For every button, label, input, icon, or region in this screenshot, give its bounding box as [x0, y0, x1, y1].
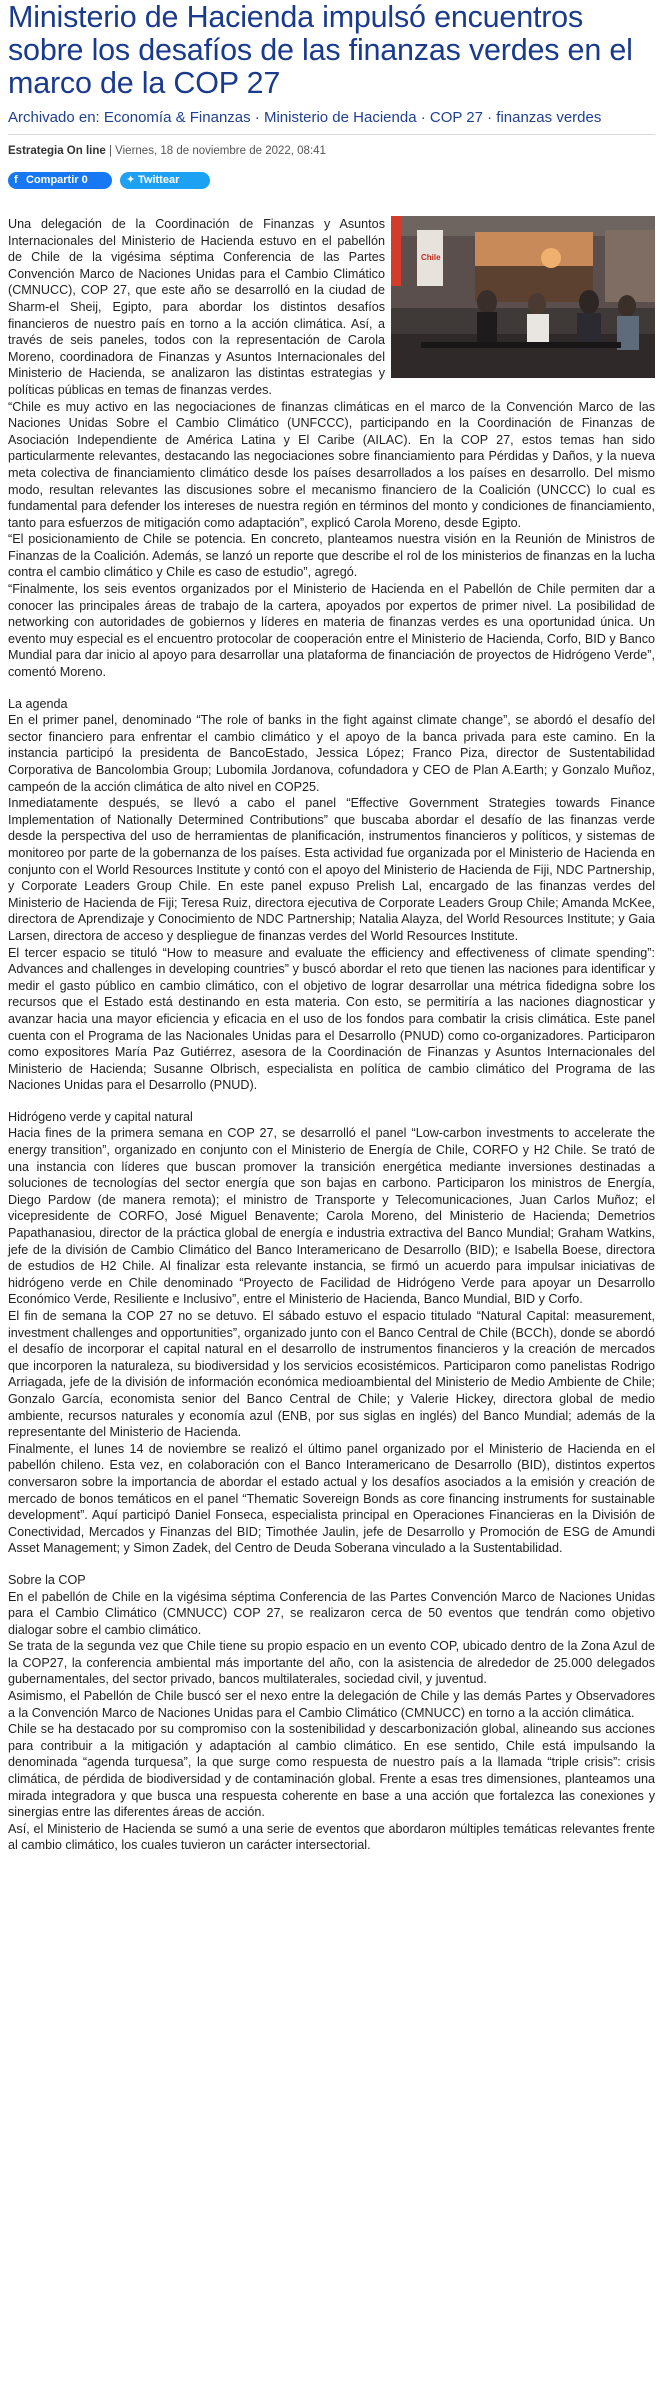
twitter-share-label: Twittear — [138, 174, 180, 186]
archive-line[interactable]: Archivado en: Economía & Finanzas · Ministerio de Hacienda · COP 27 · finanzas verdes — [8, 109, 602, 126]
article-body — [8, 216, 655, 1854]
section-title-agenda: La agenda — [8, 696, 68, 711]
spacer — [8, 1094, 655, 1109]
twitter-share-button[interactable] — [120, 172, 210, 189]
paragraph: Hacia fines de la primera semana en COP 27, se desarrolló el panel “Low-carbon investments to accelerate the energy transition”, organizado en conjunto con el Ministerio de Energía de Chile, CORFO y H2 Chile. Se trató de una instancia con líderes que buscan promover la transición energética mediante inversiones destinadas a soluciones de tecnologías del sector energía que son bajas en carbono. Participaron los ministros de Energía, Diego Pardow (de manera remota); el ministro de Transporte y Telecomunicaciones, Juan Carlos Muñoz; el vicepresidente de CORFO, José Miguel Benavente; Carola Moreno, del Ministerio de Hacienda; Demetrios Papathanasiou, director de la práctica global de energía e industria extractiva del Banco Mundial; Graham Watkins, jefe de la división de Cambio Climático del Banco Interamericano de Desarrollo (BID); e Isabella Boese, directora de estudios de H2 Chile. Al finalizar esta relevante instancia, se firmó un acuerdo para impulsar iniciativas de hidrógeno verde en Chile denominado “Proyecto de Facilidad de Hidrógeno Verde para apoyar un Desarrollo Económico Verde, Resiliente e Inclusivo”, entre el Ministerio de Hacienda, Banco Mundial, BID y Corfo. — [8, 1126, 655, 1307]
paragraph: En el primer panel, denominado “The role of banks in the fight against climate change”, se abordó el desafío del sector financiero para enfrentar el cambio climático y el apoyo de la banca privada para este camino. En la instancia participó la presidenta de BancoEstado, Jessica López; Franco Piza, director de Sustentabilidad Corporativa de Bancolombia Group; Lubomila Jordanova, cofundadora y CEO de Plan A.Earth; y Gonzalo Muñoz, campeón de la acción climática de alto nivel en COP25. — [8, 713, 655, 794]
paragraph: En el pabellón de Chile en la vigésima séptima Conferencia de las Partes Convención Marco de Naciones Unidas para el Cambio Climático (CMNUCC) COP 27, se realizaron cerca de 50 eventos que tendrán como objetivo dialogar sobre el cambio climático. — [8, 1589, 655, 1637]
facebook-share-label: Compartir 0 — [26, 174, 88, 186]
paragraph: “Finalmente, los seis eventos organizados por el Ministerio de Hacienda en el Pabellón de Chile permiten dar a conocer las principales áreas de trabajo de la cartera, apoyados por expertos de primer nivel. La posibilidad de networking con autoridades de gobiernos y líderes en materia de finanzas verdes es una oportunidad única. Un evento muy especial es el encuentro protocolar de cooperación entre el Ministerio de Hacienda, Corfo, BID y Banco Mundial para dar inicio al apoyo para desarrollar una plataforma de financiación de proyectos de Hidrógeno Verde”, comentó Moreno. — [8, 582, 655, 680]
spacer — [8, 1557, 655, 1572]
paragraph: El fin de semana la COP 27 no se detuvo. El sábado estuvo el espacio titulado “Natural Capital: measurement, investment challenges and opportunities”, organizado junto con el Banco Central de Chile (BCCh), donde se abordó el desafío de incorporar el capital natural en el desarrollo de instrumentos financieros y la creación de mercados que incorporen la naturaleza, su biodiversidad y los servicios ecosistémicos. Participaron como panelistas Rodrigo Arriagada, jefe de la división de información económica medioambiental del Ministerio de Medio Ambiente de Chile; Gonzalo García, economista senior del Banco Central de Chile; y Valerie Hickey, directora global de medio ambiente, recursos naturales y economía azul (ENB, por sus siglas en inglés) del Banco Mundial; además de la representante del Ministerio de Hacienda. — [8, 1309, 655, 1440]
spacer — [8, 681, 655, 696]
paragraph: “El posicionamiento de Chile se potencia. En concreto, planteamos nuestra visión en la Reunión de Ministros de Finanzas de la Coalición. Además, se lanzó un reporte que describe el rol de los ministerios de finanzas en la lucha contra el cambio climático y Chile es caso de estudio”, agregó. — [8, 532, 655, 580]
photo-chile-sign: Chile — [421, 253, 441, 262]
panel-photo-illustration — [391, 216, 655, 378]
paragraph: Así, el Ministerio de Hacienda se sumó a una serie de eventos que abordaron múltiples temáticas relevantes frente al cambio climático, los cuales tuvieron un carácter intersectorial. — [8, 1821, 655, 1853]
facebook-icon: f — [14, 174, 18, 186]
paragraph: Una delegación de la Coordinación de Finanzas y Asuntos Internacionales del Ministerio de Hacienda estuvo en el pabellón de Chile de la vigésima séptima Conferencia de las Partes Convención Marco de Naciones Unidas para el Cambio Climático (CMNUCC), COP 27, que este año se desarrolló en la ciudad de Sharm-el Sheij, Egipto, para abordar los distintos desafíos financieros de nuestro país en torno a la acción climática. Así, a través de seis paneles, todos con la representación de Carola Moreno, coordinadora de Finanzas y Asuntos Internacionales del Ministerio de Hacienda, se analizaron las distintas estrategias y políticas públicas en temas de finanzas verdes. — [8, 217, 385, 397]
facebook-share-button[interactable] — [8, 172, 112, 189]
paragraph: “Chile es muy activo en las negociaciones de finanzas climáticas en el marco de la Convención Marco de las Naciones Unidas Sobre el Cambio Climático (UNFCCC), participando en la Coordinación de Finanzas de Asociación Independiente de América Latina y El Caribe (AILAC). En la COP 27, estos temas han sido particularmente relevantes, destacando las negociaciones sobre financiamiento para Pérdidas y Daños, y la nueva meta colectiva de financiamiento climático desde los países desarrollados a los países en desarrollo. Del mismo modo, resultan relevantes las discusiones sobre el mecanismo financiero de la Coalición (UNCCC) lo cual es fundamental para defender los intereses de nuestra región en términos del monto y condiciones de financiamiento, tanto para esfuerzos de mitigación como adaptación”, explicó Carola Moreno, desde Egipto. — [8, 399, 655, 530]
share-bar — [8, 172, 655, 190]
paragraph: Chile se ha destacado por su compromiso con la sostenibilidad y descarbonización global, alineando sus acciones para contribuir a la mitigación y adaptación al cambio climático. En ese sentido, Chile está impulsando la denominada “agenda turquesa”, la que surge como respuesta de nuestro país a la llamada “triple crisis”: crisis climática, de pérdida de biodiversidad y de contaminación global. Frente a esas tres dimensiones, planteamos una mirada integradora y que busca una respuesta coherente en base a una acción que fortalezca las conexiones y sinergias entre las diferentes áreas de acción. — [8, 1722, 655, 1820]
divider — [8, 134, 655, 135]
byline — [8, 144, 655, 158]
twitter-icon: ✦ — [126, 174, 136, 186]
paragraph: El tercer espacio se tituló “How to measure and evaluate the efficiency and effectiveness of climate spending”: Advances and challenges in developing countries” y buscó abordar el reto que tienen las naciones para identificar y medir el gasto público en cambio climático, con el objetivo de lograr desarrollar una métrica fidedigna sobre los recursos que el Estado está destinando en esta materia. Con esto, se permitiría a las naciones diagnosticar y avanzar hacia una mayor eficiencia y eficacia en el uso de los fondos para combatir la crisis climática. Este panel cuenta con el Programa de las Nacionales Unidas para el Desarrollo (PNUD) como co-organizadores. Participaron como expositores María Paz Gutiérrez, asesora de la Coordinación de Finanzas y Asuntos Internacionales del Ministerio de Hacienda; Susanne Olbrisch, especialista en política de cambio climático del Programa de las Naciones Unidas para el Desarrollo (PNUD). — [8, 945, 655, 1093]
article-title: Ministerio de Hacienda impulsó encuentros sobre los desafíos de las finanzas verdes en el marco de la COP 27 — [8, 0, 633, 100]
paragraph: Finalmente, el lunes 14 de noviembre se realizó el último panel organizado por el Ministerio de Hacienda en el pabellón chileno. Esta vez, en colaboración con el Banco Interamericano de Desarrollo (BID), distintos expertos conversaron sobre la importancia de abordar el estado actual y los desafíos asociados a la emisión y creación de mercado de bonos temáticos en el panel “Thematic Sovereign Bonds as core financing instruments for sustainable development”. Aquí participó Daniel Fonseca, especialista principal en Operaciones Financieras en la División de Conectividad, Mercados y Finanzas del BID; Timothée Jaulin, jefe de Desarrollo y Promoción de ESG de Amundi Asset Management; y Simon Zadek, del Centro de Deuda Soberana vinculado a la Sustentabilidad. — [8, 1441, 655, 1556]
paragraph: Inmediatamente después, se llevó a cabo el panel “Effective Government Strategies towards Finance Implementation of Nationally Determined Contributions” que buscaba abordar el desafío de las finanzas verde desde la perspectiva del uso de herramientas de planificación, instrumentos financieros y políticos, y sistemas de monitoreo por parte de la gobernanza de los países. Esta actividad fue organizada por el Ministerio de Hacienda en conjunto con el World Resources Institute y contó con el apoyo del Ministerio de Hacienda de Fiji, NDC Partnership, y Corporate Leaders Group Chile. En este panel expuso Prelish Lal, encargado de las finanzas verdes del Ministerio de Hacienda de Fiji; Teresa Ruiz, directora ejecutiva de Corporate Leaders Group Chile; Amanda McKee, directora de Aprendizaje y Conocimiento de NDC Partnership; Natalia Alayza, del World Resources Institute; y Gaia Larsen, directora de acceso y despliegue de finanzas verdes del World Resources Institute. — [8, 796, 655, 943]
section-title-hydrogen: Hidrógeno verde y capital natural — [8, 1109, 193, 1124]
paragraph: Asimismo, el Pabellón de Chile buscó ser el nexo entre la delegación de Chile y las demás Partes y Observadores a la Convención Marco de Naciones Unidas para el Cambio Climático (CMNUCC) en torno a la acción climática. — [8, 1689, 655, 1720]
event-photo — [391, 216, 655, 378]
section-title-cop: Sobre la COP — [8, 1572, 86, 1587]
source-name: Estrategia On line — [8, 145, 106, 157]
paragraph: Se trata de la segunda vez que Chile tiene su propio espacio en un evento COP, ubicado dentro de la Zona Azul de la COP27, la conferencia ambiental más importante del año, con la asistencia de alrededor de 25.000 delegados gubernamentales, del sector privado, bancos multilaterales, sociedad civil, y juventud. — [8, 1639, 655, 1687]
publish-date: | Viernes, 18 de noviembre de 2022, 08:41 — [108, 145, 326, 157]
